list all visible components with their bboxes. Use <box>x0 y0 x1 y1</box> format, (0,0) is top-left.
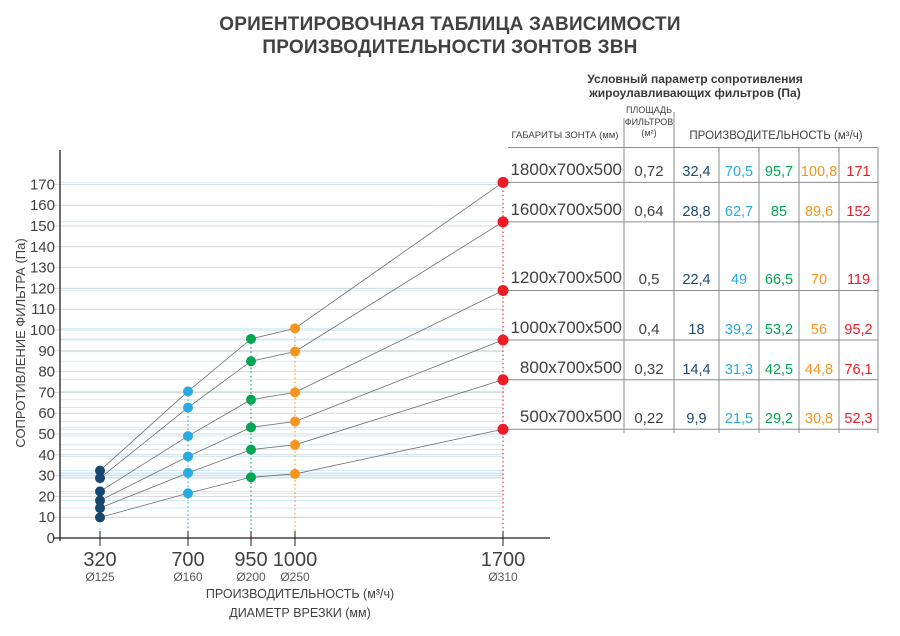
performance-value: 42,5 <box>764 361 794 378</box>
performance-value: 44,8 <box>804 361 834 378</box>
hood-dimensions: 500x700x500 <box>519 407 622 427</box>
performance-value: 53,2 <box>764 321 794 338</box>
performance-value: 66,5 <box>764 272 794 289</box>
hood-dimensions: 1200x700x500 <box>510 268 622 288</box>
performance-value: 31,3 <box>724 361 754 378</box>
filter-area-value: 0,4 <box>638 320 660 338</box>
filters-note-line1: Условный параметр сопротивления <box>587 72 803 86</box>
diameter-label: Ø250 <box>280 570 310 584</box>
x-axis-title: ПРОИЗВОДИТЕЛЬНОСТЬ (м³/ч) <box>205 587 395 601</box>
data-point <box>183 431 193 441</box>
diameter-label: Ø160 <box>173 570 203 584</box>
performance-value: 85 <box>770 203 788 220</box>
y-axis-title: СОПРОТИВЛЕНИЕ ФИЛЬТРА (Па) <box>13 238 28 448</box>
performance-value: 49 <box>730 272 748 289</box>
performance-value: 95,2 <box>844 321 873 338</box>
data-point <box>246 356 256 366</box>
data-point <box>183 403 193 413</box>
data-point <box>95 486 105 496</box>
y-tick-label: 130 <box>29 259 55 277</box>
table-header-dimensions: ГАБАРИТЫ ЗОНТА (мм) <box>511 130 619 141</box>
y-tick-label: 140 <box>29 238 55 256</box>
data-point <box>290 440 300 450</box>
performance-value: 95,7 <box>764 164 794 181</box>
y-tick-label: 0 <box>46 530 55 547</box>
y-tick-label: 120 <box>29 280 55 298</box>
data-point <box>246 422 256 432</box>
x-tick-label: 320 <box>83 549 117 571</box>
y-tick-label: 40 <box>38 446 55 464</box>
page-title-line2: ПРОИЗВОДИТЕЛЬНОСТИ ЗОНТОВ ЗВН <box>262 37 638 58</box>
y-tick-label: 30 <box>38 467 55 485</box>
y-tick-label: 50 <box>38 426 55 443</box>
performance-value: 9,9 <box>686 411 707 428</box>
y-tick-label: 100 <box>29 322 55 339</box>
y-tick-label: 170 <box>29 176 55 194</box>
data-point <box>95 512 105 522</box>
filter-area-header-line2: ФИЛЬТРОВ <box>624 116 674 127</box>
data-point <box>290 469 300 479</box>
data-point <box>246 334 256 344</box>
x-axis-subtitle: ДИАМЕТР ВРЕЗКИ (мм) <box>229 606 371 620</box>
performance-value: 89,6 <box>804 203 834 220</box>
hood-dimensions: 800x700x500 <box>519 357 622 377</box>
performance-value: 21,5 <box>724 411 754 428</box>
y-tick-label: 90 <box>38 342 55 360</box>
page-title-line1: ОРИЕНТИРОВОЧНАЯ ТАБЛИЦА ЗАВИСИМОСТИ <box>219 14 681 35</box>
data-point <box>246 445 256 455</box>
data-point <box>95 473 105 483</box>
performance-value: 76,1 <box>844 361 873 378</box>
page-title <box>0 13 900 59</box>
data-point <box>246 395 256 405</box>
y-tick-label: 70 <box>38 384 55 402</box>
data-point <box>183 451 193 461</box>
y-tick-label: 110 <box>31 301 55 319</box>
diameter-label: Ø200 <box>236 570 266 584</box>
y-tick-label: 20 <box>38 488 55 506</box>
performance-value: 171 <box>846 164 871 181</box>
table-header-performance: ПРОИЗВОДИТЕЛЬНОСТЬ (м³/ч) <box>689 130 863 142</box>
y-tick-label: 10 <box>38 509 55 527</box>
data-point <box>290 417 300 427</box>
filters-note-line2: жироулавливающих фильтров (Па) <box>589 86 801 100</box>
filter-area-value: 0,22 <box>634 410 664 428</box>
series-line <box>100 222 503 478</box>
diameter-label: Ø125 <box>85 570 115 584</box>
series-line <box>100 340 503 501</box>
hood-dimensions: 1000x700x500 <box>510 317 622 337</box>
filters-note <box>500 72 890 100</box>
hood-dimensions: 1800x700x500 <box>510 160 622 180</box>
data-point <box>183 386 193 396</box>
y-tick-label: 160 <box>29 197 55 215</box>
filter-area-value: 0,32 <box>634 360 664 378</box>
x-tick-label: 700 <box>171 549 205 571</box>
data-point <box>290 323 300 333</box>
performance-value: 70,5 <box>724 164 754 181</box>
data-point <box>246 472 256 482</box>
x-tick-label: 1000 <box>272 549 318 571</box>
performance-value: 119 <box>846 272 871 289</box>
performance-value: 30,8 <box>804 411 834 428</box>
performance-value: 18 <box>688 321 705 338</box>
performance-value: 100,8 <box>800 164 838 181</box>
y-tick-label: 150 <box>29 218 55 235</box>
series-line <box>100 380 503 508</box>
performance-value: 28,8 <box>682 203 711 220</box>
data-point <box>95 503 105 513</box>
filter-area-value: 0,5 <box>638 271 660 289</box>
data-point <box>183 488 193 498</box>
filter-area-header-line1: ПЛОЩАДЬ <box>625 105 673 115</box>
hood-dimensions: 1600x700x500 <box>510 199 622 219</box>
performance-value: 39,2 <box>724 321 754 338</box>
data-point <box>290 387 300 397</box>
table-header-filter-area <box>622 105 676 140</box>
y-tick-label: 80 <box>38 363 55 381</box>
performance-value: 52,3 <box>844 411 873 428</box>
y-tick-label: 60 <box>38 405 55 423</box>
data-point <box>290 347 300 357</box>
performance-value: 152 <box>846 203 871 220</box>
x-tick-label: 1700 <box>480 549 526 571</box>
filter-area-header-unit: (м²) <box>641 128 657 138</box>
x-tick-label: 950 <box>234 549 268 571</box>
performance-value: 22,4 <box>682 272 711 289</box>
performance-value: 14,4 <box>682 361 711 378</box>
filter-area-value: 0,72 <box>634 163 664 181</box>
performance-value: 32,4 <box>682 164 711 181</box>
filter-area-value: 0,64 <box>634 202 664 220</box>
performance-value: 70 <box>810 272 828 289</box>
data-point <box>183 468 193 478</box>
performance-value: 62,7 <box>724 203 754 220</box>
performance-value: 56 <box>810 321 828 338</box>
diameter-label: Ø310 <box>488 570 518 584</box>
performance-value: 29,2 <box>764 411 794 428</box>
